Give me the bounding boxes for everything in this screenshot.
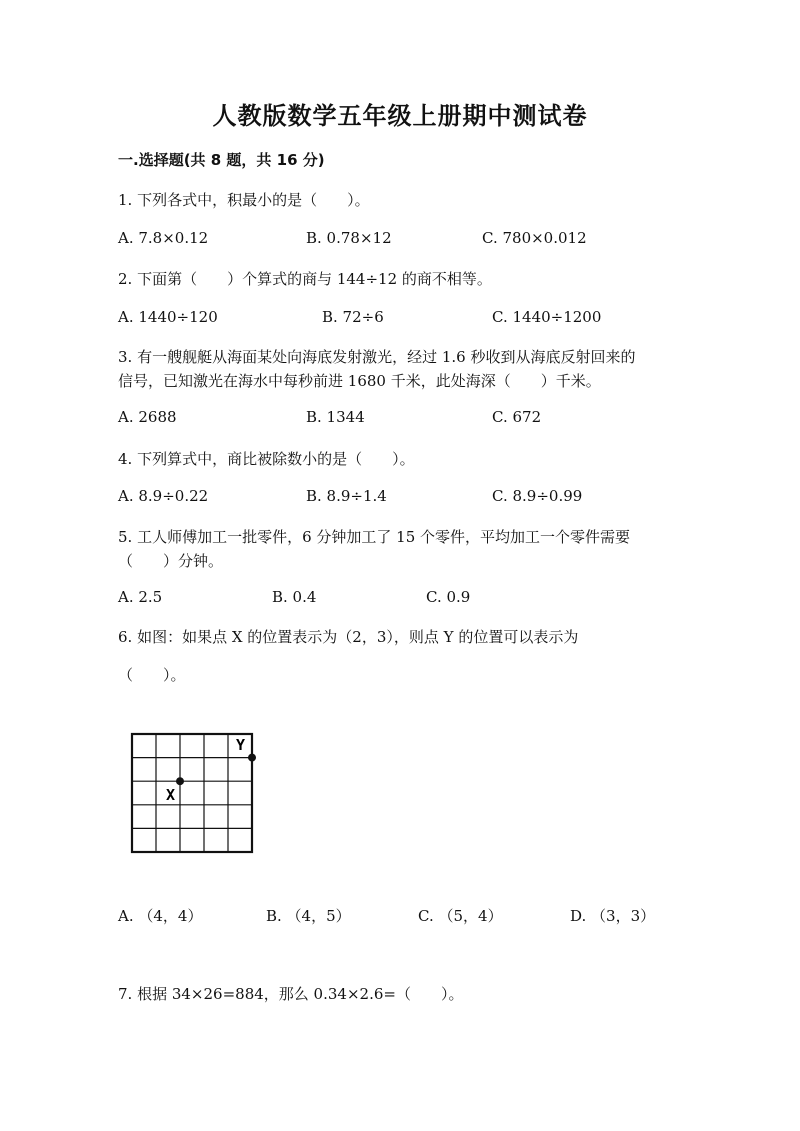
question-4-option-a: A. 8.9÷0.22 <box>118 487 209 505</box>
question-4-stem: 4. 下列算式中，商比被除数小的是（ ）。 <box>118 450 415 468</box>
point-y-label: Y <box>236 736 246 754</box>
question-6-stem-line-2: （ ）。 <box>118 666 186 684</box>
page-title: 人教版数学五年级上册期中测试卷 <box>212 102 588 130</box>
question-6-option-a: A. （4，4） <box>118 907 203 925</box>
point-x-label: X <box>166 786 176 804</box>
position-grid-figure <box>128 728 264 856</box>
question-3-stem-line-1: 3. 有一艘舰艇从海面某处向海底发射激光，经过 1.6 秒收到从海底反射回来的 <box>118 348 636 366</box>
question-6-option-c: C. （5，4） <box>418 907 503 925</box>
question-5-stem-line-2: （ ）分钟。 <box>118 552 224 570</box>
question-3-stem-line-2: 信号，已知激光在海水中每秒前进 1680 千米，此处海深（ ）千米。 <box>118 372 601 390</box>
question-1-stem: 1. 下列各式中，积最小的是（ ）。 <box>118 191 370 209</box>
section-heading: 一.选择题(共 8 题，共 16 分) <box>118 151 325 169</box>
question-2-option-b: B. 72÷6 <box>322 308 384 326</box>
question-2-option-a: A. 1440÷120 <box>118 308 218 326</box>
question-3-option-a: A. 2688 <box>118 408 177 426</box>
question-5-option-b: B. 0.4 <box>272 588 317 606</box>
question-1-option-b: B. 0.78×12 <box>306 229 392 247</box>
question-6-option-b: B. （4，5） <box>266 907 351 925</box>
question-1-option-a: A. 7.8×0.12 <box>118 229 209 247</box>
question-5-option-a: A. 2.5 <box>118 588 163 606</box>
question-5-stem-line-1: 5. 工人师傅加工一批零件，6 分钟加工了 15 个零件，平均加工一个零件需要 <box>118 528 631 546</box>
grid-lines <box>132 734 252 852</box>
question-4-option-b: B. 8.9÷1.4 <box>306 487 387 505</box>
question-6-stem-line-1: 6. 如图：如果点 X 的位置表示为（2，3），则点 Y 的位置可以表示为 <box>118 628 579 646</box>
question-3-option-c: C. 672 <box>492 408 542 426</box>
question-2-stem: 2. 下面第（ ）个算式的商与 144÷12 的商不相等。 <box>118 270 492 288</box>
point-x-dot <box>176 777 184 785</box>
question-3-option-b: B. 1344 <box>306 408 365 426</box>
question-6-option-d: D. （3，3） <box>570 907 656 925</box>
question-2-option-c: C. 1440÷1200 <box>492 308 602 326</box>
point-y-dot <box>248 754 256 762</box>
question-7-stem: 7. 根据 34×26=884，那么 0.34×2.6=（ ）。 <box>118 985 464 1003</box>
question-5-option-c: C. 0.9 <box>426 588 471 606</box>
question-4-option-c: C. 8.9÷0.99 <box>492 487 583 505</box>
question-1-option-c: C. 780×0.012 <box>482 229 587 247</box>
